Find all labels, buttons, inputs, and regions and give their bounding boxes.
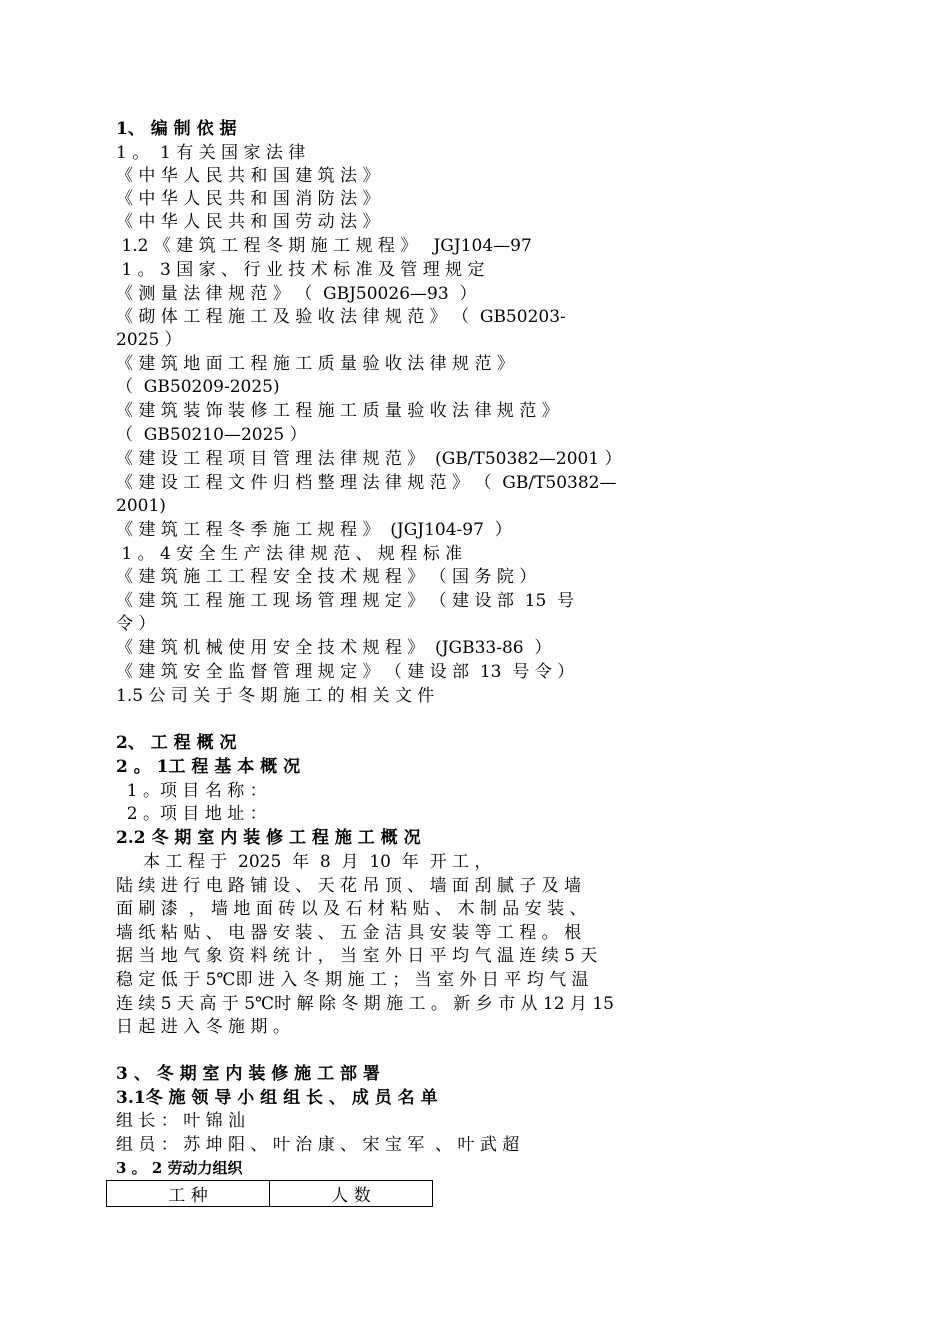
subsection-heading: 1 。 3 国 家 、 行 业 技 术 标 准 及 管 理 规 定	[116, 260, 485, 280]
subsection-heading: 1.2 《 建 筑 工 程 冬 期 施 工 规 程 》 JGJ104—97	[116, 236, 532, 256]
standard-item-cont: （ GB50210—2025 ）	[116, 425, 307, 445]
law-item: 《 中 华 人 民 共 和 国 建 筑 法 》	[116, 166, 380, 186]
subsection-heading: 1.5 公 司 关 于 冬 期 施 工 的 相 关 文 件	[116, 686, 435, 706]
standard-item-cont: 2025 ）	[116, 330, 182, 350]
safety-item: 《 建 筑 施 工 工 程 安 全 技 术 规 程 》 （ 国 务 院 ）	[116, 567, 537, 587]
section-heading: 3 、 冬 期 室 内 装 修 施 工 部 署	[116, 1064, 380, 1084]
paragraph-line: 连 续 5 天 高 于 5℃时 解 除 冬 期 施 工 。 新 乡 市 从 12 月 15	[116, 994, 614, 1014]
section-heading: 2、 工 程 概 况	[116, 733, 237, 753]
law-item: 《 中 华 人 民 共 和 国 劳 动 法 》	[116, 212, 380, 232]
standard-item: 《 砌 体 工 程 施 工 及 验 收 法 律 规 范 》 （ GB50203-	[116, 307, 566, 327]
project-field: 1 。项 目 名 称 ：	[116, 781, 267, 801]
paragraph-line: 本 工 程 于 2025 年 8 月 10 年 开 工 ，	[116, 852, 492, 872]
table-header-cell: 人 数	[270, 1181, 433, 1207]
section-heading: 1、 编 制 依 据	[116, 119, 237, 139]
project-field: 2 。项 目 地 址 ：	[116, 804, 267, 824]
standard-item: 《 测 量 法 律 规 范 》 （ GBJ50026—93 ）	[116, 284, 477, 304]
standard-item: 《 建 筑 地 面 工 程 施 工 质 量 验 收 法 律 规 范 》	[116, 354, 514, 374]
standard-item: 《 建 设 工 程 项 目 管 理 法 律 规 范 》 (GB/T50382—2001 ）	[116, 449, 622, 469]
subsection-heading: 1 。 4 安 全 生 产 法 律 规 范 、 规 程 标 准	[116, 544, 463, 564]
safety-item: 《 建 筑 安 全 监 督 管 理 规 定 》 （ 建 设 部 13 号 令 ）	[116, 662, 575, 682]
subsection-heading: 3 。 2 劳动力组织	[116, 1159, 243, 1177]
safety-item-cont: 令 ）	[116, 614, 156, 634]
standard-item: 《 建 筑 工 程 冬 季 施 工 规 程 》 (JGJ104-97 ）	[116, 520, 512, 540]
subsection-heading: 3.1冬 施 领 导 小 组 组 长 、 成 员 名 单	[116, 1088, 438, 1108]
standard-item-cont: 2001)	[116, 496, 166, 516]
labor-table	[106, 1180, 433, 1207]
subsection-heading: 1 。 1 有 关 国 家 法 律	[116, 143, 306, 163]
law-item: 《 中 华 人 民 共 和 国 消 防 法 》	[116, 189, 380, 209]
paragraph-line: 面 刷 漆 ， 墙 地 面 砖 以 及 石 材 粘 贴 、 木 制 品 安 装 、	[116, 899, 587, 919]
table-header-row	[107, 1181, 433, 1207]
standard-item: 《 建 设 工 程 文 件 归 档 整 理 法 律 规 范 》 （ GB/T50382—	[116, 473, 617, 493]
paragraph-line: 陆 续 进 行 电 路 铺 设 、 天 花 吊 顶 、 墙 面 刮 腻 子 及 墙	[116, 876, 582, 896]
subsection-heading: 2.2 冬 期 室 内 装 修 工 程 施 工 概 况	[116, 828, 421, 848]
safety-item: 《 建 筑 工 程 施 工 现 场 管 理 规 定 》 （ 建 设 部 15 号	[116, 591, 575, 611]
paragraph-line: 日 起 进 入 冬 施 期 。	[116, 1017, 290, 1037]
standard-item-cont: （ GB50209-2025)	[116, 377, 280, 397]
table-header-cell: 工 种	[107, 1181, 270, 1207]
paragraph-line: 墙 纸 粘 贴 、 电 器 安 装 、 五 金 洁 具 安 装 等 工 程 。 根	[116, 923, 582, 943]
safety-item: 《 建 筑 机 械 使 用 安 全 技 术 规 程 》 (JGB33-86 ）	[116, 638, 552, 658]
subsection-heading: 2 。 1工 程 基 本 概 况	[116, 757, 301, 777]
standard-item: 《 建 筑 装 饰 装 修 工 程 施 工 质 量 验 收 法 律 规 范 》	[116, 401, 559, 421]
paragraph-line: 据 当 地 气 象 资 料 统 计 ， 当 室 外 日 平 均 气 温 连 续 5 天	[116, 946, 598, 966]
paragraph-line: 稳 定 低 于 5℃即 进 入 冬 期 施 工 ； 当 室 外 日 平 均 气 温	[116, 970, 589, 990]
members-line: 组 员 ： 苏 坤 阳 、 叶 治 康 、 宋 宝 军 、 叶 武 超	[116, 1135, 520, 1155]
leader-line: 组 长 ： 叶 锦 汕	[116, 1111, 246, 1131]
